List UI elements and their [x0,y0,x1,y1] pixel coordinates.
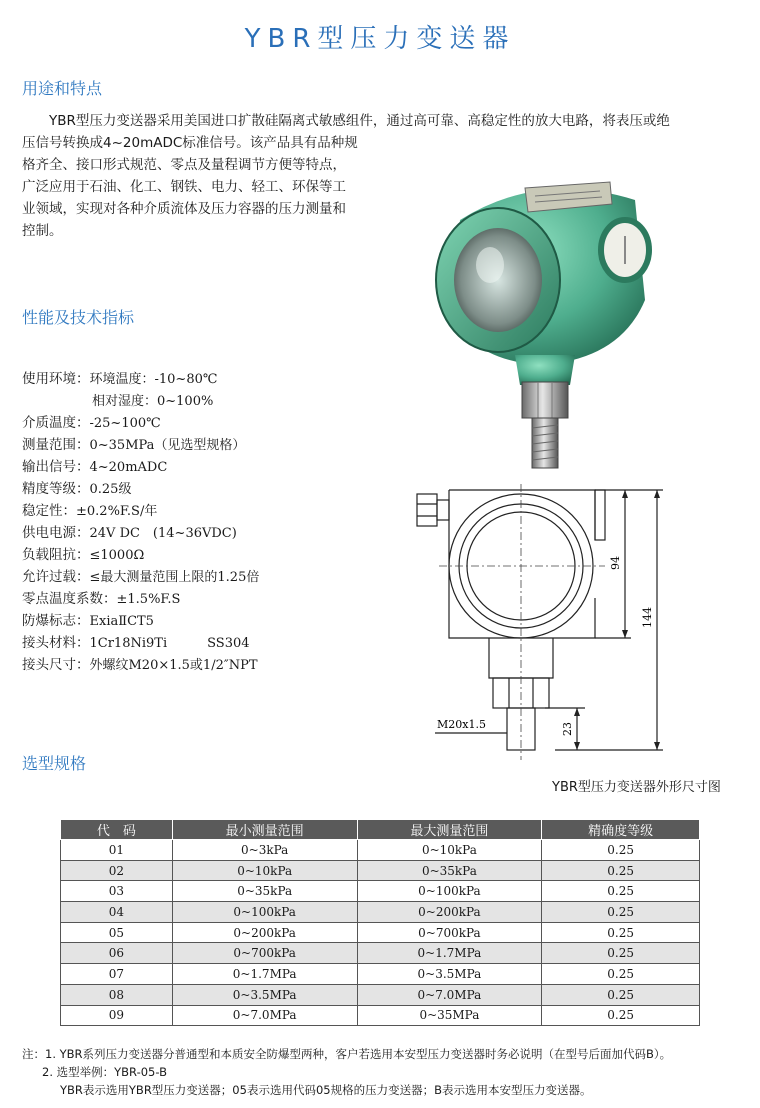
table-cell: 0.25 [542,902,700,923]
table-row [61,840,700,861]
table-cell: 05 [61,922,173,943]
intro-line: 控制。 [22,223,63,239]
table-cell: 06 [61,943,173,964]
spec-label: 介质温度： [22,415,90,431]
table-cell: 0.25 [542,943,700,964]
page-title: YBR型压力变送器 [244,24,516,54]
table-cell: 0~3.5MPa [357,964,542,985]
table-cell: 0.25 [542,922,700,943]
spec-label: 零点温度系数： [22,591,117,607]
dimension-94-label: 94 [609,556,622,570]
spec-row [22,522,237,544]
table-header-cell: 代 码 [61,820,173,840]
table-row [61,984,700,1005]
spec-label: 接头尺寸： [22,657,90,673]
spec-row [22,566,259,588]
table-cell: 0~7.0MPa [357,984,542,1005]
table-cell: 09 [61,1005,173,1026]
table-row [61,902,700,923]
table-cell: 07 [61,964,173,985]
thread-size-label: M20x1.5 [437,718,486,731]
spec-label: 接头材料： [22,635,90,651]
spec-value: 0~35MPa（见选型规格） [89,438,246,453]
intro-line: YBR型压力变送器采用美国进口扩散硅隔离式敏感组件，通过高可靠、高稳定性的放大电路，将表压或绝 [22,113,670,129]
spec-value: -25~100℃ [89,416,161,431]
table-row [61,881,700,902]
table-cell: 0~3.5MPa [172,984,357,1005]
section-heading-usage: 用途和特点 [22,79,103,98]
table-cell: 0.25 [542,1005,700,1026]
spec-label: 精度等级： [22,481,90,497]
table-cell: 01 [61,840,173,861]
table-cell: 0~35kPa [357,860,542,881]
table-header-row [61,820,700,840]
spec-value: 1Cr18Ni9Ti [89,636,168,651]
table-cell: 0~10kPa [357,840,542,861]
dimension-23-label: 23 [561,722,574,736]
footnote-line: 注：1. YBR系列压力变送器分普通型和本质安全防爆型两种，客户若选用本安型压力变送器时务必说明（在型号后面加代码B）。 [22,1047,672,1061]
footnote-line: YBR表示选用YBR型压力变送器；05表示选用代码05规格的压力变送器；B表示选用本安型压力变送器。 [60,1083,592,1097]
table-cell: 0~1.7MPa [357,943,542,964]
table-cell: 0~200kPa [357,902,542,923]
spec-row [22,632,250,654]
intro-line: 广泛应用于石油、化工、钢铁、电力、轻工、环保等工 [22,179,346,195]
spec-label: 稳定性： [22,503,76,519]
spec-row [22,434,245,456]
table-header-cell: 最大测量范围 [357,820,542,840]
table-cell: 03 [61,881,173,902]
table-cell: 0~1.7MPa [172,964,357,985]
drawing-caption: YBR型压力变送器外形尺寸图 [552,780,721,795]
selection-table [60,819,700,1026]
table-cell: 08 [61,984,173,1005]
footnote-line: 2. 选型举例：YBR-05-B [42,1065,167,1079]
spec-row [22,654,258,676]
footnotes [22,1045,671,1099]
table-cell: 0.25 [542,860,700,881]
table-cell: 0.25 [542,964,700,985]
spec-value: 相对湿度：0~100% [92,394,214,409]
spec-row [22,544,144,566]
spec-value: 环境温度：-10~80℃ [89,372,218,387]
spec-label: 输出信号： [22,459,90,475]
table-cell: 0.25 [542,840,700,861]
table-row [61,860,700,881]
spec-value: 外螺纹M20×1.5或1/2″NPT [89,658,258,673]
table-cell: 0~35kPa [172,881,357,902]
spec-row [22,390,213,412]
table-cell: 0~35MPa [357,1005,542,1026]
spec-label: 允许过载： [22,569,90,585]
table-cell: 0~7.0MPa [172,1005,357,1026]
spec-row [22,412,161,434]
table-cell: 0~200kPa [172,922,357,943]
table-cell: 02 [61,860,173,881]
spec-label: 使用环境： [22,371,90,387]
table-cell: 0.25 [542,881,700,902]
table-row [61,1005,700,1026]
dimension-144-label: 144 [641,607,654,628]
spec-value: ±1.5%F.S [116,592,181,607]
spec-value: 4~20mADC [89,460,168,475]
table-row [61,964,700,985]
table-header-cell: 精确度等级 [542,820,700,840]
table-row [61,943,700,964]
spec-row [22,588,180,610]
spec-row [22,478,131,500]
transmitter-photo [420,160,675,480]
spec-value: ExiaⅡCT5 [89,614,154,629]
spec-extra: SS304 [207,636,250,651]
spec-value: 0.25级 [89,482,132,497]
table-cell: 0~10kPa [172,860,357,881]
spec-row [22,610,154,632]
table-cell: 0~100kPa [172,902,357,923]
intro-line: 格齐全、接口形式规范、零点及量程调节方便等特点， [22,157,346,173]
table-cell: 0.25 [542,984,700,1005]
spec-label: 防爆标志： [22,613,90,629]
table-cell: 0~700kPa [357,922,542,943]
intro-line: 压信号转换成4~20mADC标准信号。该产品具有品种规 [22,135,358,151]
spec-label: 负载阻抗： [22,547,90,563]
spec-value: 24V DC (14~36VDC) [89,526,237,541]
spec-value: ±0.2%F.S/年 [76,504,158,519]
table-row [61,922,700,943]
spec-label: 供电电源： [22,525,90,541]
spec-value: ≤最大测量范围上限的1.25倍 [89,570,260,585]
table-header-cell: 最小测量范围 [172,820,357,840]
spec-value: ≤1000Ω [89,548,145,563]
section-heading-performance: 性能及技术指标 [22,308,135,327]
section-heading-selection: 选型规格 [22,754,87,773]
dimension-drawing [395,478,685,763]
spec-row [22,500,157,522]
table-cell: 0~100kPa [357,881,542,902]
spec-row [22,456,167,478]
table-cell: 0~3kPa [172,840,357,861]
drawing-gland [417,494,437,526]
table-cell: 04 [61,902,173,923]
spec-label: 测量范围： [22,437,90,453]
table-cell: 0~700kPa [172,943,357,964]
spec-row [22,368,217,390]
intro-line: 业领域，实现对各种介质流体及压力容器的压力测量和 [22,201,346,217]
